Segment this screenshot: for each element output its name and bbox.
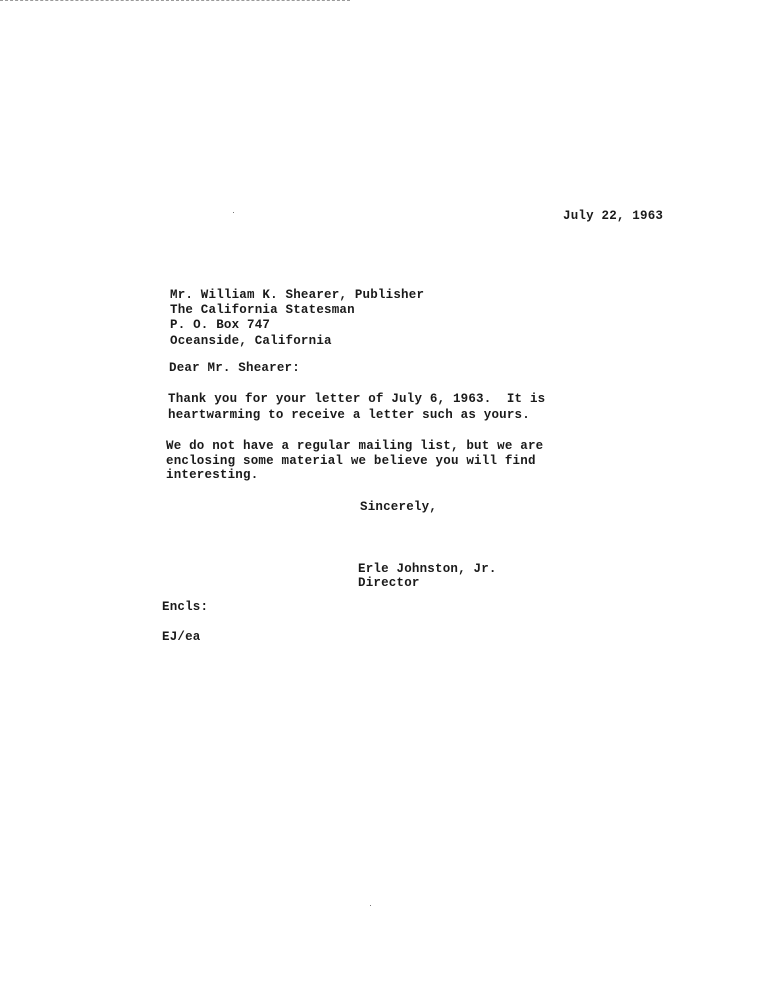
page-top-edge — [0, 0, 350, 1]
paper-speck — [370, 905, 371, 906]
signer-title: Director — [358, 576, 420, 590]
body-line: heartwarming to receive a letter such as yours. — [168, 408, 530, 422]
salutation: Dear Mr. Shearer: — [169, 361, 300, 375]
recipient-line: Mr. William K. Shearer, Publisher — [170, 288, 425, 302]
enclosure-note: Encls: — [162, 600, 209, 614]
body-line: interesting. — [166, 468, 259, 482]
body-line: enclosing some material we believe you will find — [166, 454, 536, 468]
letter-date: July 22, 1963 — [563, 209, 664, 223]
recipient-line: P. O. Box 747 — [170, 318, 271, 332]
signer-name: Erle Johnston, Jr. — [358, 562, 497, 576]
paper-speck — [233, 212, 234, 213]
closing: Sincerely, — [360, 500, 438, 514]
recipient-line: The California Statesman — [170, 303, 355, 317]
body-line: Thank you for your letter of July 6, 1963. It is — [168, 392, 546, 406]
reference-initials: EJ/ea — [162, 630, 201, 644]
recipient-line: Oceanside, California — [170, 334, 332, 348]
body-line: We do not have a regular mailing list, but we are — [166, 439, 544, 453]
